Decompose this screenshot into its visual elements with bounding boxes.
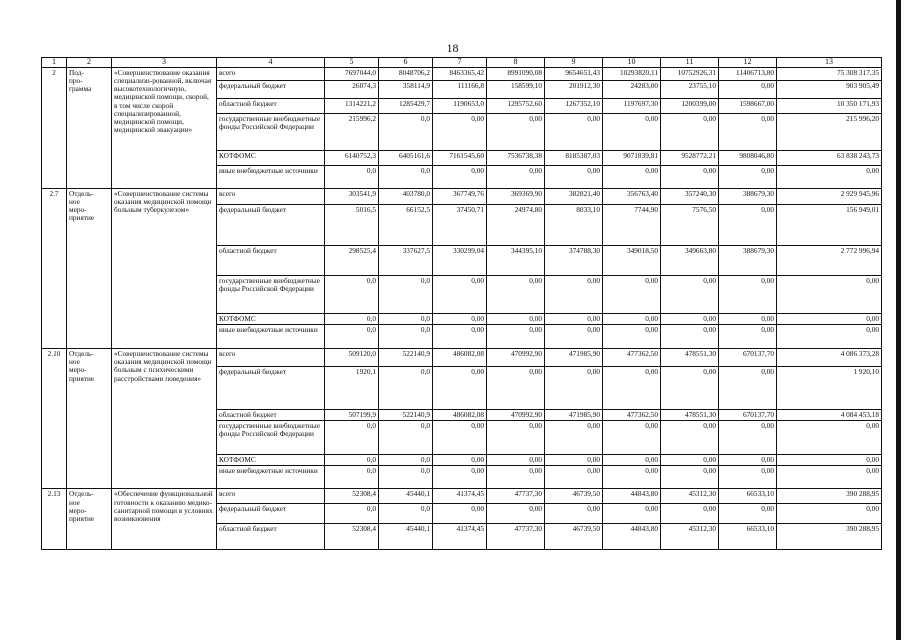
year-value-cell: 0,0 <box>379 421 433 455</box>
year-value-cell: 0,0 <box>379 275 433 313</box>
funding-source: иные внебюджетные источники <box>217 325 325 349</box>
year-value-cell: 0,00 <box>719 367 777 410</box>
year-value-cell: 388679,30 <box>719 188 777 204</box>
total-cell: 4 084 453,18 <box>777 410 882 421</box>
year-value-cell: 47737,30 <box>487 524 545 550</box>
year-value-cell: 52308,4 <box>325 489 379 504</box>
page-number: 18 <box>446 41 459 55</box>
year-value-cell: 0,00 <box>603 325 661 349</box>
year-value-cell: 0,00 <box>719 165 777 188</box>
year-value-cell: 0,00 <box>487 421 545 455</box>
year-value-cell: 8463365,42 <box>433 67 487 80</box>
year-value-cell: 7744,90 <box>603 204 661 245</box>
total-cell: 390 288,95 <box>777 524 882 550</box>
year-value-cell: 7161545,60 <box>433 150 487 165</box>
year-value-cell: 357240,30 <box>661 188 719 204</box>
year-value-cell: 356763,40 <box>603 188 661 204</box>
total-cell: 0,00 <box>777 325 882 349</box>
year-value-cell: 0,00 <box>661 466 719 489</box>
year-value-cell: 0,00 <box>487 367 545 410</box>
funding-source: федеральный бюджет <box>217 80 325 98</box>
funding-source: федеральный бюджет <box>217 204 325 245</box>
year-value-cell: 8033,10 <box>545 204 603 245</box>
year-value-cell: 66533,10 <box>719 489 777 504</box>
total-cell: 4 086 373,28 <box>777 349 882 367</box>
item-name: «Совершенствование оказания специализи-рованной, включая высокотехнологичную, медицинской помощи, скорой, в том числе скорой специализированной, медицинской помощи, медицинской эвакуации» <box>112 67 217 188</box>
year-value-cell: 0,00 <box>545 504 603 524</box>
year-value-cell: 45440,1 <box>379 489 433 504</box>
year-value-cell: 522140,9 <box>379 349 433 367</box>
funding-source: иные внебюджетные источники <box>217 165 325 188</box>
column-header-10: 10 <box>603 58 661 68</box>
year-value-cell: 0,00 <box>433 421 487 455</box>
year-value-cell: 9528772,21 <box>661 150 719 165</box>
year-value-cell: 45312,30 <box>661 489 719 504</box>
funding-source: всего <box>217 67 325 80</box>
year-value-cell: 0,00 <box>487 275 545 313</box>
year-value-cell: 41374,45 <box>433 489 487 504</box>
year-value-cell: 41374,45 <box>433 524 487 550</box>
column-header-2: 2 <box>67 58 112 68</box>
total-cell: 0,00 <box>777 275 882 313</box>
year-value-cell: 0,0 <box>379 367 433 410</box>
year-value-cell: 0,00 <box>487 313 545 324</box>
total-cell: 215 996,20 <box>777 113 882 150</box>
year-value-cell: 6405161,6 <box>379 150 433 165</box>
year-value-cell: 0,0 <box>379 113 433 150</box>
year-value-cell: 10293820,11 <box>603 67 661 80</box>
year-value-cell: 46739,50 <box>545 524 603 550</box>
year-value-cell: 0,0 <box>325 421 379 455</box>
column-header-1: 1 <box>42 58 67 68</box>
column-header-6: 6 <box>379 58 433 68</box>
year-value-cell: 0,00 <box>603 367 661 410</box>
total-cell: 903 905,49 <box>777 80 882 98</box>
year-value-cell: 349018,50 <box>603 245 661 275</box>
year-value-cell: 0,00 <box>545 466 603 489</box>
year-value-cell: 44843,80 <box>603 489 661 504</box>
item-type: Отдель- ное меро- приятие <box>67 349 112 489</box>
year-value-cell: 382821,40 <box>545 188 603 204</box>
year-value-cell: 0,00 <box>545 325 603 349</box>
year-value-cell: 45312,30 <box>661 524 719 550</box>
year-value-cell: 374788,30 <box>545 245 603 275</box>
year-value-cell: 0,00 <box>719 421 777 455</box>
row-number: 2.13 <box>42 489 67 550</box>
year-value-cell: 10752926,31 <box>661 67 719 80</box>
total-cell: 0,00 <box>777 313 882 324</box>
funding-source: областной бюджет <box>217 410 325 421</box>
year-value-cell: 0,0 <box>325 275 379 313</box>
year-value-cell: 507199,9 <box>325 410 379 421</box>
year-value-cell: 44843,80 <box>603 524 661 550</box>
year-value-cell: 0,00 <box>545 113 603 150</box>
funding-source: областной бюджет <box>217 98 325 113</box>
column-header-11: 11 <box>661 58 719 68</box>
total-cell: 0,00 <box>777 421 882 455</box>
year-value-cell: 7697044,0 <box>325 67 379 80</box>
total-cell: 0,00 <box>777 455 882 466</box>
year-value-cell: 1314221,2 <box>325 98 379 113</box>
year-value-cell: 471985,90 <box>545 410 603 421</box>
year-value-cell: 26074,3 <box>325 80 379 98</box>
year-value-cell: 0,00 <box>719 504 777 524</box>
year-value-cell: 0,00 <box>603 165 661 188</box>
total-cell: 0,00 <box>777 165 882 188</box>
item-type: Отдель- ное меро- приятие <box>67 489 112 550</box>
year-value-cell: 0,00 <box>661 275 719 313</box>
year-value-cell: 46739,50 <box>545 489 603 504</box>
year-value-cell: 471985,90 <box>545 349 603 367</box>
year-value-cell: 1200399,00 <box>661 98 719 113</box>
year-value-cell: 24974,80 <box>487 204 545 245</box>
scan-edge-bar <box>896 0 901 640</box>
column-header-8: 8 <box>487 58 545 68</box>
year-value-cell: 0,00 <box>719 80 777 98</box>
year-value-cell: 303541,9 <box>325 188 379 204</box>
year-value-cell: 23755,10 <box>661 80 719 98</box>
funding-source: областной бюджет <box>217 524 325 550</box>
year-value-cell: 158599,10 <box>487 80 545 98</box>
year-value-cell: 0,0 <box>379 466 433 489</box>
year-value-cell: 0,0 <box>325 165 379 188</box>
year-value-cell: 66533,10 <box>719 524 777 550</box>
year-value-cell: 0,00 <box>545 421 603 455</box>
year-value-cell: 111166,8 <box>433 80 487 98</box>
funding-source: КОТФОМС <box>217 313 325 324</box>
year-value-cell: 1267352,10 <box>545 98 603 113</box>
year-value-cell: 52308,4 <box>325 524 379 550</box>
table-row <box>42 188 882 204</box>
year-value-cell: 24283,00 <box>603 80 661 98</box>
year-value-cell: 470992,90 <box>487 410 545 421</box>
funding-source: государственные внебюджетные фонды Российской Федерации <box>217 421 325 455</box>
year-value-cell: 0,00 <box>433 113 487 150</box>
year-value-cell: 0,00 <box>433 165 487 188</box>
total-cell: 2 929 945,96 <box>777 188 882 204</box>
year-value-cell: 0,00 <box>603 466 661 489</box>
year-value-cell: 6140752,3 <box>325 150 379 165</box>
year-value-cell: 0,00 <box>545 455 603 466</box>
year-value-cell: 0,00 <box>433 466 487 489</box>
year-value-cell: 367749,76 <box>433 188 487 204</box>
year-value-cell: 0,00 <box>487 455 545 466</box>
year-value-cell: 478551,30 <box>661 349 719 367</box>
funding-source: всего <box>217 349 325 367</box>
year-value-cell: 9071839,81 <box>603 150 661 165</box>
year-value-cell: 486082,08 <box>433 410 487 421</box>
year-value-cell: 0,00 <box>661 325 719 349</box>
row-number: 2 <box>42 67 67 188</box>
year-value-cell: 670137,70 <box>719 410 777 421</box>
year-value-cell: 522140,9 <box>379 410 433 421</box>
year-value-cell: 0,00 <box>433 367 487 410</box>
year-value-cell: 1295752,60 <box>487 98 545 113</box>
total-cell: 75 308 317,35 <box>777 67 882 80</box>
funding-source: государственные внебюджетные фонды Российской Федерации <box>217 113 325 150</box>
year-value-cell: 0,00 <box>433 455 487 466</box>
year-value-cell: 470992,90 <box>487 349 545 367</box>
year-value-cell: 298525,4 <box>325 245 379 275</box>
column-header-4: 4 <box>217 58 325 68</box>
year-value-cell: 0,0 <box>379 325 433 349</box>
year-value-cell: 330299,04 <box>433 245 487 275</box>
year-value-cell: 0,00 <box>661 367 719 410</box>
year-value-cell: 486082,08 <box>433 349 487 367</box>
year-value-cell: 0,00 <box>487 325 545 349</box>
year-value-cell: 0,00 <box>545 367 603 410</box>
total-cell: 2 772 996,94 <box>777 245 882 275</box>
funding-source: федеральный бюджет <box>217 367 325 410</box>
year-value-cell: 0,00 <box>719 325 777 349</box>
budget-table <box>41 57 882 550</box>
total-cell: 390 288,95 <box>777 489 882 504</box>
year-value-cell: 0,00 <box>661 421 719 455</box>
funding-source: всего <box>217 188 325 204</box>
header-row <box>42 58 882 68</box>
year-value-cell: 201912,30 <box>545 80 603 98</box>
funding-source: КОТФОМС <box>217 150 325 165</box>
column-header-7: 7 <box>433 58 487 68</box>
total-cell: 0,00 <box>777 466 882 489</box>
year-value-cell: 358114,9 <box>379 80 433 98</box>
table-row <box>42 67 882 80</box>
year-value-cell: 37450,71 <box>433 204 487 245</box>
table-row <box>42 349 882 367</box>
year-value-cell: 0,00 <box>433 275 487 313</box>
total-cell: 10 350 171,93 <box>777 98 882 113</box>
funding-source: всего <box>217 489 325 504</box>
year-value-cell: 0,0 <box>325 325 379 349</box>
year-value-cell: 66152,5 <box>379 204 433 245</box>
row-number: 2.10 <box>42 349 67 489</box>
year-value-cell: 477362,50 <box>603 349 661 367</box>
year-value-cell: 0,00 <box>603 313 661 324</box>
year-value-cell: 0,00 <box>545 313 603 324</box>
table-row <box>42 489 882 504</box>
year-value-cell: 0,00 <box>433 313 487 324</box>
year-value-cell: 369369,90 <box>487 188 545 204</box>
year-value-cell: 0,00 <box>719 204 777 245</box>
year-value-cell: 0,00 <box>545 275 603 313</box>
item-name: «Совершенствование системы оказания медицинской помощи больным с психическими расстройствами поведения» <box>112 349 217 489</box>
year-value-cell: 403780,0 <box>379 188 433 204</box>
year-value-cell: 0,00 <box>603 504 661 524</box>
year-value-cell: 9808046,80 <box>719 150 777 165</box>
year-value-cell: 8048706,2 <box>379 67 433 80</box>
year-value-cell: 0,00 <box>487 165 545 188</box>
year-value-cell: 0,00 <box>487 113 545 150</box>
year-value-cell: 0,00 <box>661 165 719 188</box>
funding-source: федеральный бюджет <box>217 504 325 524</box>
column-header-9: 9 <box>545 58 603 68</box>
year-value-cell: 0,0 <box>325 455 379 466</box>
year-value-cell: 1197697,30 <box>603 98 661 113</box>
year-value-cell: 0,0 <box>379 165 433 188</box>
funding-source: КОТФОМС <box>217 455 325 466</box>
year-value-cell: 1920,1 <box>325 367 379 410</box>
year-value-cell: 0,0 <box>325 504 379 524</box>
year-value-cell: 0,00 <box>661 113 719 150</box>
year-value-cell: 0,00 <box>603 113 661 150</box>
year-value-cell: 0,00 <box>487 466 545 489</box>
column-header-5: 5 <box>325 58 379 68</box>
funding-source: государственные внебюджетные фонды Российской Федерации <box>217 275 325 313</box>
item-type: Под- про- грамма <box>67 67 112 188</box>
year-value-cell: 0,00 <box>433 325 487 349</box>
year-value-cell: 477362,50 <box>603 410 661 421</box>
year-value-cell: 0,00 <box>719 313 777 324</box>
year-value-cell: 8991090,08 <box>487 67 545 80</box>
column-header-3: 3 <box>112 58 217 68</box>
total-cell: 63 838 243,73 <box>777 150 882 165</box>
year-value-cell: 215996,2 <box>325 113 379 150</box>
year-value-cell: 0,0 <box>325 466 379 489</box>
year-value-cell: 8185387,03 <box>545 150 603 165</box>
year-value-cell: 344395,10 <box>487 245 545 275</box>
year-value-cell: 337627,5 <box>379 245 433 275</box>
year-value-cell: 0,00 <box>661 455 719 466</box>
year-value-cell: 670137,70 <box>719 349 777 367</box>
year-value-cell: 0,00 <box>603 421 661 455</box>
year-value-cell: 0,00 <box>545 165 603 188</box>
year-value-cell: 7576,50 <box>661 204 719 245</box>
year-value-cell: 349663,80 <box>661 245 719 275</box>
year-value-cell: 5016,5 <box>325 204 379 245</box>
year-value-cell: 0,00 <box>719 113 777 150</box>
item-type: Отдель- ное меро- приятие <box>67 188 112 348</box>
column-header-13: 13 <box>777 58 882 68</box>
year-value-cell: 388679,30 <box>719 245 777 275</box>
funding-source: иные внебюджетные источники <box>217 466 325 489</box>
year-value-cell: 0,00 <box>719 455 777 466</box>
year-value-cell: 478551,30 <box>661 410 719 421</box>
year-value-cell: 1190653,0 <box>433 98 487 113</box>
total-cell: 1 920,10 <box>777 367 882 410</box>
year-value-cell: 0,00 <box>603 455 661 466</box>
year-value-cell: 11406713,80 <box>719 67 777 80</box>
funding-source: областной бюджет <box>217 245 325 275</box>
year-value-cell: 47737,30 <box>487 489 545 504</box>
year-value-cell: 0,00 <box>603 275 661 313</box>
year-value-cell: 0,00 <box>487 504 545 524</box>
year-value-cell: 509120,0 <box>325 349 379 367</box>
year-value-cell: 9654651,43 <box>545 67 603 80</box>
year-value-cell: 45440,1 <box>379 524 433 550</box>
year-value-cell: 0,0 <box>325 313 379 324</box>
item-name: «Совершенствование системы оказания медицинской помощи больным туберкулезом» <box>112 188 217 348</box>
total-cell: 156 949,01 <box>777 204 882 245</box>
year-value-cell: 0,00 <box>719 466 777 489</box>
year-value-cell: 1598667,00 <box>719 98 777 113</box>
year-value-cell: 0,0 <box>379 504 433 524</box>
year-value-cell: 0,00 <box>433 504 487 524</box>
year-value-cell: 0,00 <box>661 313 719 324</box>
year-value-cell: 0,0 <box>379 455 433 466</box>
year-value-cell: 1285429,7 <box>379 98 433 113</box>
year-value-cell: 0,00 <box>661 504 719 524</box>
item-name: «Обеспечение функциональной готовности к оказанию медико-санитарной помощи в условиях возникновения <box>112 489 217 550</box>
column-header-12: 12 <box>719 58 777 68</box>
total-cell: 0,00 <box>777 504 882 524</box>
year-value-cell: 7536738,38 <box>487 150 545 165</box>
row-number: 2.7 <box>42 188 67 348</box>
year-value-cell: 0,00 <box>719 275 777 313</box>
year-value-cell: 0,0 <box>379 313 433 324</box>
